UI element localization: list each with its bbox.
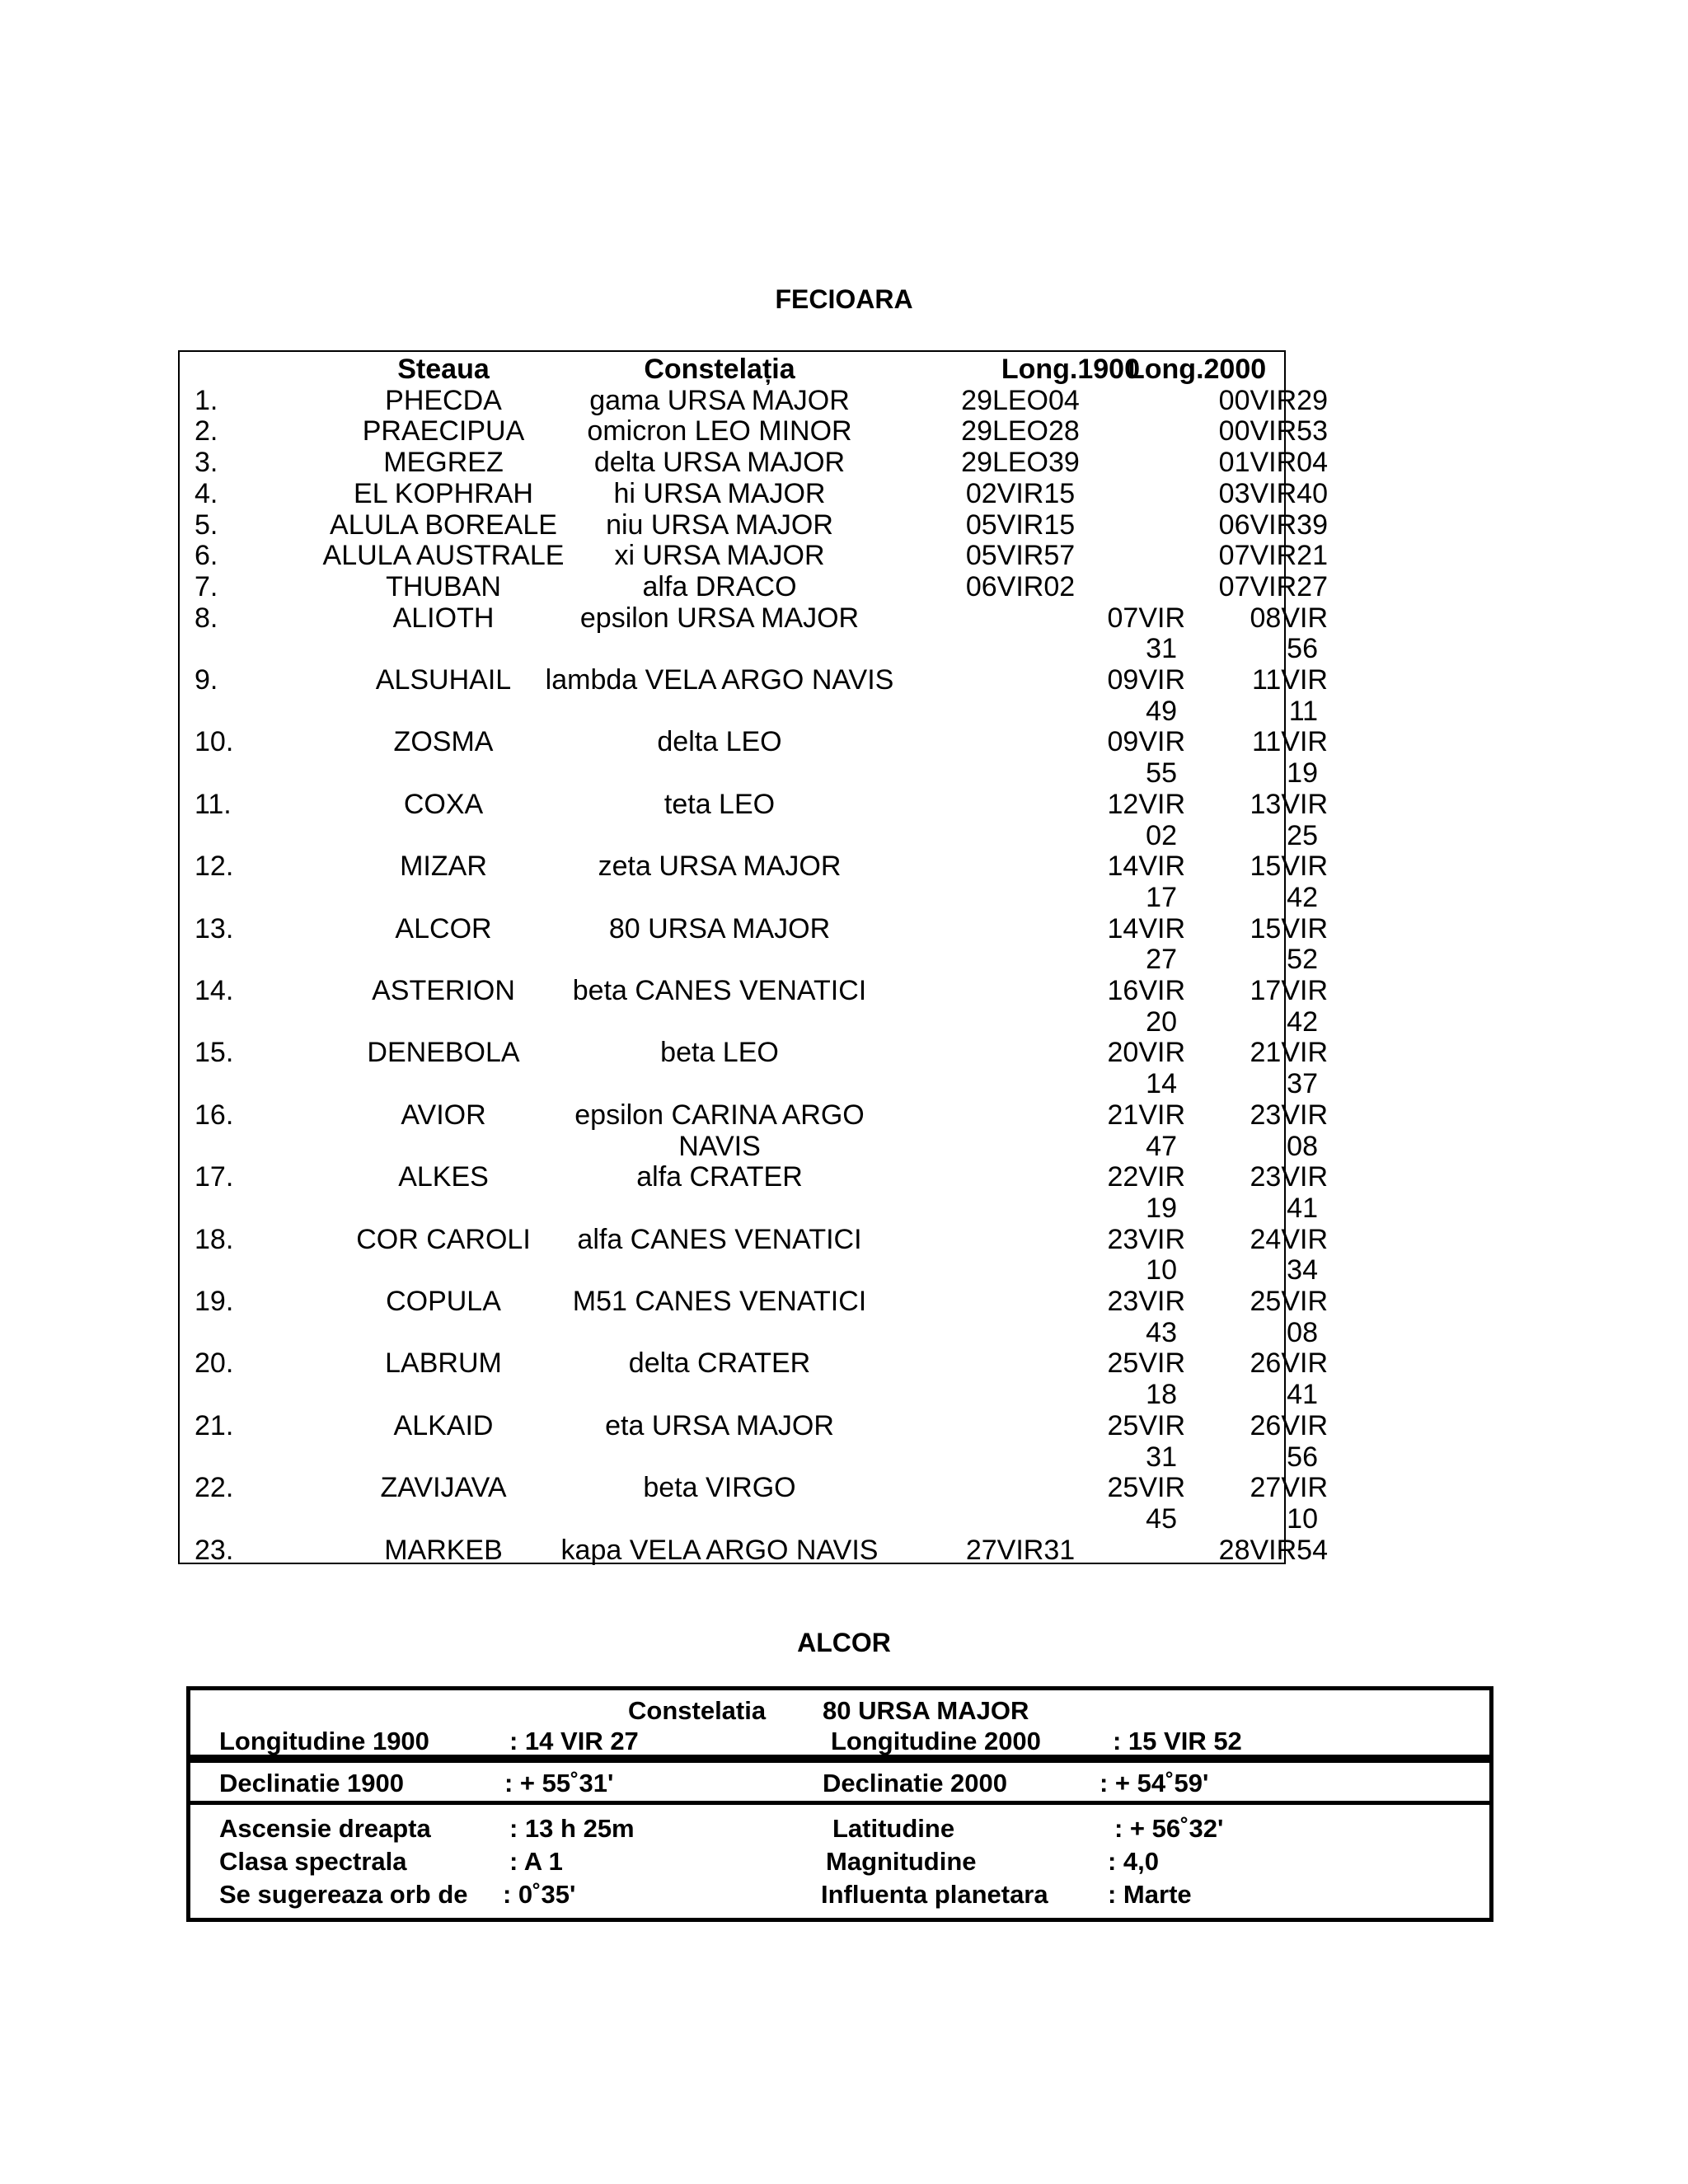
- star-name: EL KOPHRAH: [354, 477, 533, 509]
- constellation-cont: NAVIS: [678, 1130, 761, 1162]
- long1900: 23VIR: [1107, 1223, 1185, 1255]
- star-name: ZAVIJAVA: [380, 1472, 507, 1504]
- table-row: [180, 477, 1328, 509]
- long2000: 00VIR29: [1218, 384, 1328, 416]
- constellation: eta URSA MAJOR: [605, 1409, 834, 1441]
- star-name: PHECDA: [385, 384, 502, 416]
- long1900: 02VIR15: [965, 477, 1076, 509]
- alcor-title: ALCOR: [797, 1628, 891, 1657]
- row-number: 22.: [195, 1472, 234, 1504]
- row-number: 5.: [195, 509, 218, 541]
- long1900-value: : 14 VIR 27: [509, 1727, 639, 1755]
- long2000-min: 10: [1287, 1502, 1318, 1535]
- constellation: delta LEO: [657, 726, 782, 758]
- page-title: FECIOARA: [775, 284, 913, 314]
- long2000-min: 52: [1287, 944, 1318, 976]
- long1900-min: 49: [1146, 695, 1177, 727]
- constellation: hi URSA MAJOR: [613, 477, 826, 509]
- table-row: [180, 1441, 1318, 1473]
- row-number: 8.: [195, 602, 218, 634]
- long1900-label: Longitudine 1900: [219, 1727, 429, 1755]
- long1900-min: 43: [1146, 1316, 1177, 1348]
- long1900: 16VIR: [1107, 975, 1185, 1006]
- table-row: [180, 975, 1328, 1006]
- long2000: 17VIR: [1250, 975, 1328, 1006]
- table-row: [180, 570, 1328, 602]
- table-row: [180, 384, 1328, 416]
- header-long2000: Long.2000: [1128, 354, 1267, 385]
- spectral-label: Clasa spectrala: [219, 1847, 407, 1876]
- long1900: 29LEO39: [961, 447, 1080, 479]
- header-star: Steaua: [397, 354, 490, 385]
- table-row: [180, 1347, 1328, 1380]
- table-row: [180, 1472, 1328, 1504]
- table-row: [180, 633, 1318, 665]
- box-divider: [186, 1801, 1493, 1805]
- table-row: [180, 1379, 1318, 1411]
- table-row: [180, 509, 1328, 541]
- long1900: 07VIR: [1107, 602, 1185, 634]
- row-number: 19.: [195, 1286, 234, 1317]
- star-name: MARKEB: [384, 1534, 503, 1566]
- table-row: [180, 1068, 1318, 1100]
- row-number: 15.: [195, 1037, 234, 1069]
- long1900-min: 45: [1146, 1502, 1177, 1535]
- long1900: 25VIR: [1107, 1472, 1185, 1504]
- long2000-min: 42: [1287, 881, 1318, 913]
- long1900-min: 55: [1146, 757, 1177, 790]
- table-row: [180, 1534, 1328, 1566]
- table-row: [180, 757, 1318, 790]
- long1900-min: 02: [1146, 819, 1177, 851]
- long1900: 09VIR: [1107, 726, 1185, 758]
- long2000: 23VIR: [1250, 1099, 1328, 1131]
- box-divider: [186, 1759, 1493, 1763]
- constellation: alfa CRATER: [636, 1161, 803, 1193]
- long1900: 29LEO04: [961, 384, 1080, 416]
- long1900: 22VIR: [1107, 1161, 1185, 1193]
- long1900-min: 31: [1146, 633, 1177, 665]
- constellation: zeta URSA MAJOR: [598, 851, 842, 883]
- star-name: COR CAROLI: [356, 1223, 531, 1255]
- star-name: ALULA AUSTRALE: [322, 540, 565, 572]
- row-number: 3.: [195, 447, 218, 479]
- long2000-min: 56: [1287, 633, 1318, 665]
- planet-value: : Marte: [1108, 1880, 1192, 1909]
- long1900-min: 31: [1146, 1441, 1177, 1473]
- long2000-min: 08: [1287, 1316, 1318, 1348]
- star-name: PRAECIPUA: [362, 415, 525, 448]
- long1900-min: 10: [1146, 1254, 1177, 1286]
- constellation: niu URSA MAJOR: [606, 509, 833, 541]
- row-number: 9.: [195, 664, 218, 696]
- constellation: kapa VELA ARGO NAVIS: [560, 1534, 879, 1566]
- long1900: 20VIR: [1107, 1037, 1185, 1069]
- long2000: 24VIR: [1250, 1223, 1328, 1255]
- star-name: MIZAR: [400, 851, 487, 883]
- row-number: 14.: [195, 975, 234, 1006]
- long2000: 26VIR: [1250, 1347, 1328, 1380]
- table-row: [180, 944, 1318, 976]
- long2000: 27VIR: [1250, 1472, 1328, 1504]
- decl1900-label: Declinatie 1900: [219, 1769, 405, 1797]
- row-number: 2.: [195, 415, 218, 448]
- long1900: 29LEO28: [961, 415, 1080, 448]
- constellation: xi URSA MAJOR: [614, 540, 825, 572]
- row-number: 7.: [195, 570, 218, 602]
- table-row: [180, 1409, 1328, 1441]
- star-name: ALULA BOREALE: [330, 509, 557, 541]
- table-row: [180, 726, 1328, 758]
- long1900-min: 20: [1146, 1005, 1177, 1038]
- long2000: 06VIR39: [1218, 509, 1328, 541]
- star-name: AVIOR: [401, 1099, 486, 1131]
- constellation-value: 80 URSA MAJOR: [823, 1696, 1029, 1725]
- long2000: 23VIR: [1250, 1161, 1328, 1193]
- table-row: [180, 1502, 1318, 1535]
- magnitude-value: : 4,0: [1108, 1847, 1160, 1876]
- long1900: 12VIR: [1107, 788, 1185, 820]
- row-number: 12.: [195, 851, 234, 883]
- table-row: [180, 881, 1318, 913]
- star-name: MEGREZ: [383, 447, 504, 479]
- table-row: [180, 1161, 1328, 1193]
- long2000: 01VIR04: [1218, 447, 1328, 479]
- long1900: 14VIR: [1107, 851, 1185, 883]
- table-row: [180, 788, 1328, 820]
- long1900: 25VIR: [1107, 1347, 1185, 1380]
- star-name: ZOSMA: [393, 726, 494, 758]
- long1900-min: 47: [1146, 1130, 1177, 1162]
- star-name: ASTERION: [372, 975, 515, 1006]
- table-row: [180, 1316, 1318, 1348]
- table-row: [180, 851, 1328, 883]
- long2000: 15VIR: [1250, 912, 1328, 944]
- long2000: 07VIR21: [1218, 540, 1328, 572]
- long1900: 06VIR02: [965, 570, 1076, 602]
- constellation: delta URSA MAJOR: [593, 447, 846, 479]
- magnitude-label: Magnitudine: [826, 1847, 977, 1876]
- table-row: [180, 540, 1328, 572]
- constellation: beta LEO: [660, 1037, 779, 1069]
- long2000-min: 08: [1287, 1130, 1318, 1162]
- row-number: 10.: [195, 726, 234, 758]
- table-row: [180, 1099, 1328, 1131]
- ra-label: Ascensie dreapta: [219, 1814, 431, 1843]
- star-name: ALKAID: [393, 1409, 494, 1441]
- star-name: THUBAN: [386, 570, 501, 602]
- decl2000-label: Declinatie 2000: [823, 1769, 1008, 1797]
- long2000-min: 19: [1287, 757, 1318, 790]
- long2000: 00VIR53: [1218, 415, 1328, 448]
- table-row: [180, 1192, 1318, 1224]
- row-number: 11.: [195, 788, 232, 820]
- row-number: 20.: [195, 1347, 234, 1380]
- row-number: 6.: [195, 540, 218, 572]
- table-row: [180, 1037, 1328, 1069]
- long2000: 25VIR: [1250, 1286, 1328, 1317]
- long2000-min: 42: [1287, 1005, 1318, 1038]
- long2000: 11VIR: [1252, 726, 1328, 758]
- row-number: 13.: [195, 912, 234, 944]
- long2000: 11VIR: [1252, 664, 1328, 696]
- row-number: 1.: [195, 384, 218, 416]
- long2000-value: : 15 VIR 52: [1113, 1727, 1242, 1755]
- table-row: [180, 695, 1318, 727]
- star-name: COPULA: [386, 1286, 501, 1317]
- constellation: beta CANES VENATICI: [572, 975, 867, 1006]
- row-number: 17.: [195, 1161, 234, 1193]
- constellation: epsilon URSA MAJOR: [579, 602, 860, 634]
- long1900: 23VIR: [1107, 1286, 1185, 1317]
- table-row: [180, 1223, 1328, 1255]
- row-number: 21.: [195, 1409, 234, 1441]
- orb-value: : 0˚35ʹ: [503, 1880, 576, 1909]
- long1900: 27VIR31: [965, 1534, 1076, 1566]
- constellation: alfa DRACO: [642, 570, 797, 602]
- constellation: lambda VELA ARGO NAVIS: [545, 664, 894, 696]
- long2000-min: 41: [1287, 1379, 1318, 1411]
- star-table: [178, 350, 1328, 1566]
- long2000: 26VIR: [1250, 1409, 1328, 1441]
- long1900: 14VIR: [1107, 912, 1185, 944]
- table-row: [180, 1286, 1328, 1317]
- long1900-min: 18: [1146, 1379, 1177, 1411]
- star-name: LABRUM: [385, 1347, 502, 1380]
- constellation: beta VIRGO: [643, 1472, 796, 1504]
- table-row: [180, 1130, 1318, 1162]
- star-name: ALIOTH: [392, 602, 495, 634]
- table-row: [180, 1254, 1318, 1286]
- row-number: 16.: [195, 1099, 234, 1131]
- decl1900-value: : + 55˚31ʹ: [504, 1769, 614, 1797]
- table-row: [180, 819, 1318, 851]
- long1900: 09VIR: [1107, 664, 1185, 696]
- long1900: 21VIR: [1107, 1099, 1185, 1131]
- long2000: 07VIR27: [1218, 570, 1328, 602]
- long2000: 15VIR: [1250, 851, 1328, 883]
- long1900-min: 19: [1146, 1192, 1177, 1224]
- table-header: [180, 354, 1284, 385]
- orb-label: Se sugereaza orb de: [219, 1880, 468, 1909]
- long2000-min: 34: [1287, 1254, 1318, 1286]
- long2000: 03VIR40: [1218, 477, 1328, 509]
- constellation-label: Constelatia: [628, 1696, 767, 1725]
- constellation: alfa CANES VENATICI: [577, 1223, 862, 1255]
- star-name: DENEBOLA: [367, 1037, 520, 1069]
- constellation: omicron LEO MINOR: [587, 415, 852, 448]
- long2000: 08VIR: [1250, 602, 1328, 634]
- long2000: 13VIR: [1250, 788, 1328, 820]
- long2000: 21VIR: [1250, 1037, 1328, 1069]
- long2000-min: 37: [1287, 1068, 1318, 1100]
- table-row: [180, 1005, 1318, 1038]
- ra-value: : 13 h 25m: [509, 1814, 635, 1843]
- star-name: COXA: [403, 788, 484, 820]
- long1900-min: 17: [1146, 881, 1177, 913]
- table-row: [180, 415, 1328, 448]
- row-number: 4.: [195, 477, 218, 509]
- long2000-min: 56: [1287, 1441, 1318, 1473]
- row-number: 23.: [195, 1534, 234, 1566]
- header-long1900: Long.1900: [1001, 354, 1140, 385]
- star-name: ALSUHAIL: [375, 664, 512, 696]
- header-constellation: Constelația: [644, 354, 795, 385]
- table-row: [180, 664, 1328, 696]
- long1900: 05VIR57: [965, 540, 1076, 572]
- long1900: 25VIR: [1107, 1409, 1185, 1441]
- star-name: ALCOR: [395, 912, 492, 944]
- long1900: 05VIR15: [965, 509, 1076, 541]
- decl2000-value: : + 54˚59ʹ: [1100, 1769, 1209, 1797]
- constellation: epsilon CARINA ARGO: [574, 1099, 865, 1131]
- table-row: [180, 912, 1328, 944]
- long1900-min: 27: [1146, 944, 1177, 976]
- constellation: teta LEO: [663, 788, 776, 820]
- table-row: [180, 447, 1328, 479]
- constellation: delta CRATER: [628, 1347, 811, 1380]
- table-row: [180, 602, 1328, 634]
- long2000-min: 11: [1288, 695, 1318, 727]
- long2000: 28VIR54: [1218, 1534, 1328, 1566]
- long1900-min: 14: [1146, 1068, 1177, 1100]
- constellation: 80 URSA MAJOR: [608, 912, 831, 944]
- long2000-min: 41: [1287, 1192, 1318, 1224]
- star-name: ALKES: [398, 1161, 489, 1193]
- constellation: gama URSA MAJOR: [589, 384, 850, 416]
- long2000-label: Longitudine 2000: [831, 1727, 1041, 1755]
- spectral-value: : A 1: [509, 1847, 563, 1876]
- long2000-min: 25: [1287, 819, 1318, 851]
- lat-label: Latitudine: [832, 1814, 955, 1843]
- lat-value: : + 56˚32ʹ: [1114, 1814, 1224, 1843]
- planet-label: Influenta planetara: [821, 1880, 1048, 1909]
- constellation: M51 CANES VENATICI: [572, 1286, 867, 1317]
- row-number: 18.: [195, 1223, 234, 1255]
